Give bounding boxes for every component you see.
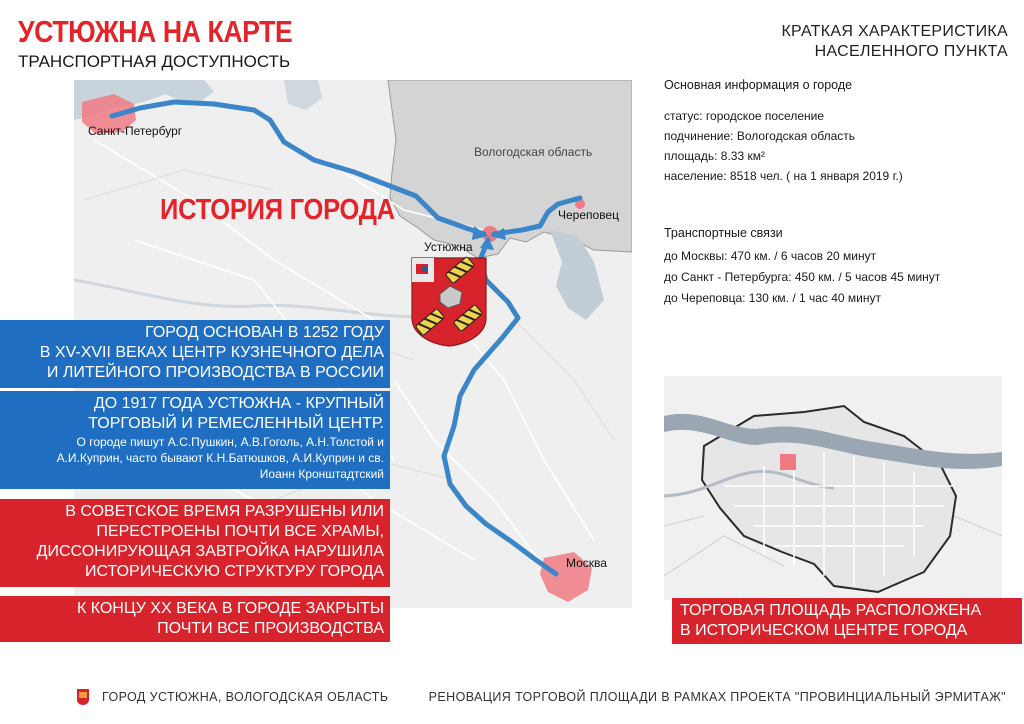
history-block-founding	[0, 320, 390, 388]
history-line: ИСТОРИЧЕСКУЮ СТРУКТУРУ ГОРОДА	[85, 563, 384, 580]
history-line: И ЛИТЕЙНОГО ПРОИЗВОДСТВА В РОССИИ	[46, 364, 384, 381]
transport-item-cherepovets: до Череповца: 130 км. / 1 час 40 минут	[664, 291, 882, 305]
footer-location: ГОРОД УСТЮЖНА, ВОЛОГОДСКАЯ ОБЛАСТЬ	[102, 690, 389, 704]
history-line: В XV-XVII ВЕКАХ ЦЕНТР КУЗНЕЧНОГО ДЕЛА	[39, 344, 384, 361]
transport-list	[664, 246, 940, 309]
history-block-soviet	[0, 499, 390, 587]
history-note: О городе пишут А.С.Пушкин, А.В.Гоголь, А.Н.Толстой и	[76, 435, 384, 449]
history-line: ДО 1917 ГОДА УСТЮЖНА - КРУПНЫЙ	[93, 395, 384, 412]
transport-heading: Транспортные связи	[664, 226, 783, 240]
city-label-ustyuzhna: Устюжна	[424, 240, 473, 254]
history-line: ДИССОНИРУЮЩАЯ ЗАВТРОЙКА НАРУШИЛА	[36, 543, 384, 560]
history-line: ПОЧТИ ВСЕ ПРОИЗВОДСТВА	[157, 620, 384, 637]
transport-item-spb: до Санкт - Петербурга: 450 км. / 5 часов 45 минут	[664, 270, 941, 284]
history-title: ИСТОРИЯ ГОРОДА	[160, 194, 395, 226]
history-line: ТОРГОВЫЙ И РЕМЕСЛЕННЫЙ ЦЕНТР.	[88, 415, 384, 432]
history-line: ПЕРЕСТРОЕНЫ ПОЧТИ ВСЕ ХРАМЫ,	[96, 523, 384, 540]
history-line: К КОНЦУ XX ВЕКА В ГОРОДЕ ЗАКРЫТЫ	[76, 600, 384, 617]
ustyuzhna-coat-of-arms-icon	[410, 256, 488, 348]
transport-item-moscow: до Москвы: 470 км. / 6 часов 20 минут	[664, 249, 877, 263]
footer-project: РЕНОВАЦИЯ ТОРГОВОЙ ПЛОЩАДИ В РАМКАХ ПРОЕКТА "ПРОВИНЦИАЛЬНЫЙ ЭРМИТАЖ"	[428, 690, 1006, 704]
town-map-caption	[672, 598, 1022, 644]
info-item-area: площадь: 8.33 км²	[664, 149, 765, 163]
page-title: УСТЮЖНА НА КАРТЕ	[18, 14, 293, 49]
history-note: Иоанн Кронштадтский	[259, 467, 384, 481]
info-item-subordination: подчинение: Вологодская область	[664, 129, 856, 143]
city-label-moscow: Москва	[566, 556, 607, 570]
caption-line: ТОРГОВАЯ ПЛОЩАДЬ РАСПОЛОЖЕНА	[680, 602, 982, 619]
info-heading: Основная информация о городе	[664, 78, 853, 92]
vologda-coat-of-arms-icon	[76, 688, 90, 706]
town-plan-map	[664, 376, 1002, 600]
history-line: В СОВЕТСКОЕ ВРЕМЯ РАЗРУШЕНЫ ИЛИ	[65, 503, 384, 520]
info-item-population: население: 8518 чел. ( на 1 января 2019 г.)	[664, 169, 903, 183]
town-plan-canvas	[664, 376, 1002, 600]
history-note: А.И.Куприн, часто бывают К.Н.Батюшков, А.И.Куприн и св.	[56, 451, 384, 465]
trade-square-highlight	[780, 454, 796, 470]
history-block-trade-center	[0, 391, 390, 489]
city-label-spb: Санкт-Петербург	[88, 124, 183, 138]
page-subtitle: ТРАНСПОРТНАЯ ДОСТУПНОСТЬ	[18, 52, 291, 71]
city-label-cherepovets: Череповец	[558, 208, 619, 222]
summary-title-line: НАСЕЛЕННОГО ПУНКТА	[814, 43, 1008, 60]
region-label-vologda: Вологодская область	[474, 145, 593, 159]
info-item-status: статус: городское поселение	[664, 109, 825, 123]
history-line: ГОРОД ОСНОВАН В 1252 ГОДУ	[145, 324, 384, 341]
history-block-decline	[0, 596, 390, 642]
summary-title-line: КРАТКАЯ ХАРАКТЕРИСТИКА	[781, 23, 1008, 40]
caption-line: В ИСТОРИЧЕСКОМ ЦЕНТРЕ ГОРОДА	[680, 622, 968, 639]
info-list	[664, 106, 903, 186]
summary-title	[688, 22, 1008, 62]
